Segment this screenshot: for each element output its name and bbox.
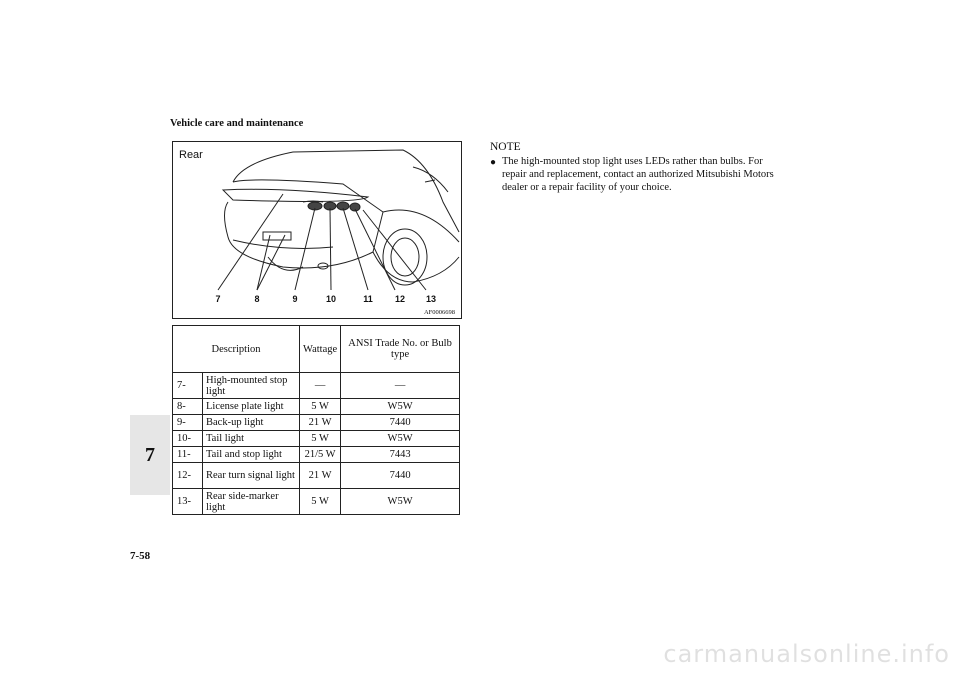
row-number: 7- [173,373,203,399]
note-text: The high-mounted stop light uses LEDs rather than bulbs. For repair and replacement, contact an authorized Mitsubishi Motors dealer or a repair facility of your choice. [502,156,774,193]
row-bulb: W5W [341,489,460,515]
callout-leader-lines [218,194,426,290]
row-description: High-mounted stop light [203,373,300,399]
row-wattage: 21/5 W [300,447,341,463]
row-bulb: 7440 [341,415,460,431]
row-description: Rear side-marker light [203,489,300,515]
row-bulb: 7443 [341,447,460,463]
row-number: 10- [173,431,203,447]
bulb-spec-table [172,325,460,515]
row-description: License plate light [203,399,300,415]
callout-9: 9 [292,294,298,304]
row-bulb: W5W [341,431,460,447]
row-description: Tail light [203,431,300,447]
row-bulb: 7440 [341,463,460,489]
table-row [173,399,460,415]
table-row [173,489,460,515]
note-item [490,155,780,194]
chapter-number: 7 [145,443,155,466]
row-number: 11- [173,447,203,463]
note-block [490,141,780,194]
watermark: carmanualsonline.info [663,640,950,668]
chapter-tab [130,415,170,495]
row-wattage: — [300,373,341,399]
header-description: Description [173,326,300,373]
table-row [173,415,460,431]
row-wattage: 5 W [300,431,341,447]
row-wattage: 21 W [300,463,341,489]
row-description: Tail and stop light [203,447,300,463]
table-row [173,447,460,463]
callout-10: 10 [325,294,337,304]
callout-12: 12 [394,294,406,304]
table-row [173,373,460,399]
row-description: Rear turn signal light [203,463,300,489]
row-number: 12- [173,463,203,489]
section-title: Vehicle care and maintenance [170,118,304,129]
callout-7: 7 [215,294,221,304]
row-number: 9- [173,415,203,431]
rear-lamp-cluster [308,202,360,211]
table-row [173,463,460,489]
figure-code: AF0006698 [423,309,455,316]
row-wattage: 21 W [300,415,341,431]
rear-lights-figure [172,141,462,319]
note-title: NOTE [490,141,521,153]
callout-8: 8 [254,294,260,304]
table-row [173,431,460,447]
car-outline [223,150,459,285]
page-number: 7-58 [130,550,151,562]
row-bulb: W5W [341,399,460,415]
row-wattage: 5 W [300,489,341,515]
callout-11: 11 [363,294,373,304]
row-description: Back-up light [203,415,300,431]
header-bulb-type: ANSI Trade No. or Bulb type [341,326,460,373]
header-wattage: Wattage [300,326,341,373]
row-number: 13- [173,489,203,515]
table-header-row [173,326,460,373]
row-wattage: 5 W [300,399,341,415]
filled-circle-icon: ● [490,157,497,168]
row-number: 8- [173,399,203,415]
callout-13: 13 [425,294,437,304]
figure-label: Rear [179,149,203,161]
row-bulb: — [341,373,460,399]
car-rear-illustration [173,142,461,318]
